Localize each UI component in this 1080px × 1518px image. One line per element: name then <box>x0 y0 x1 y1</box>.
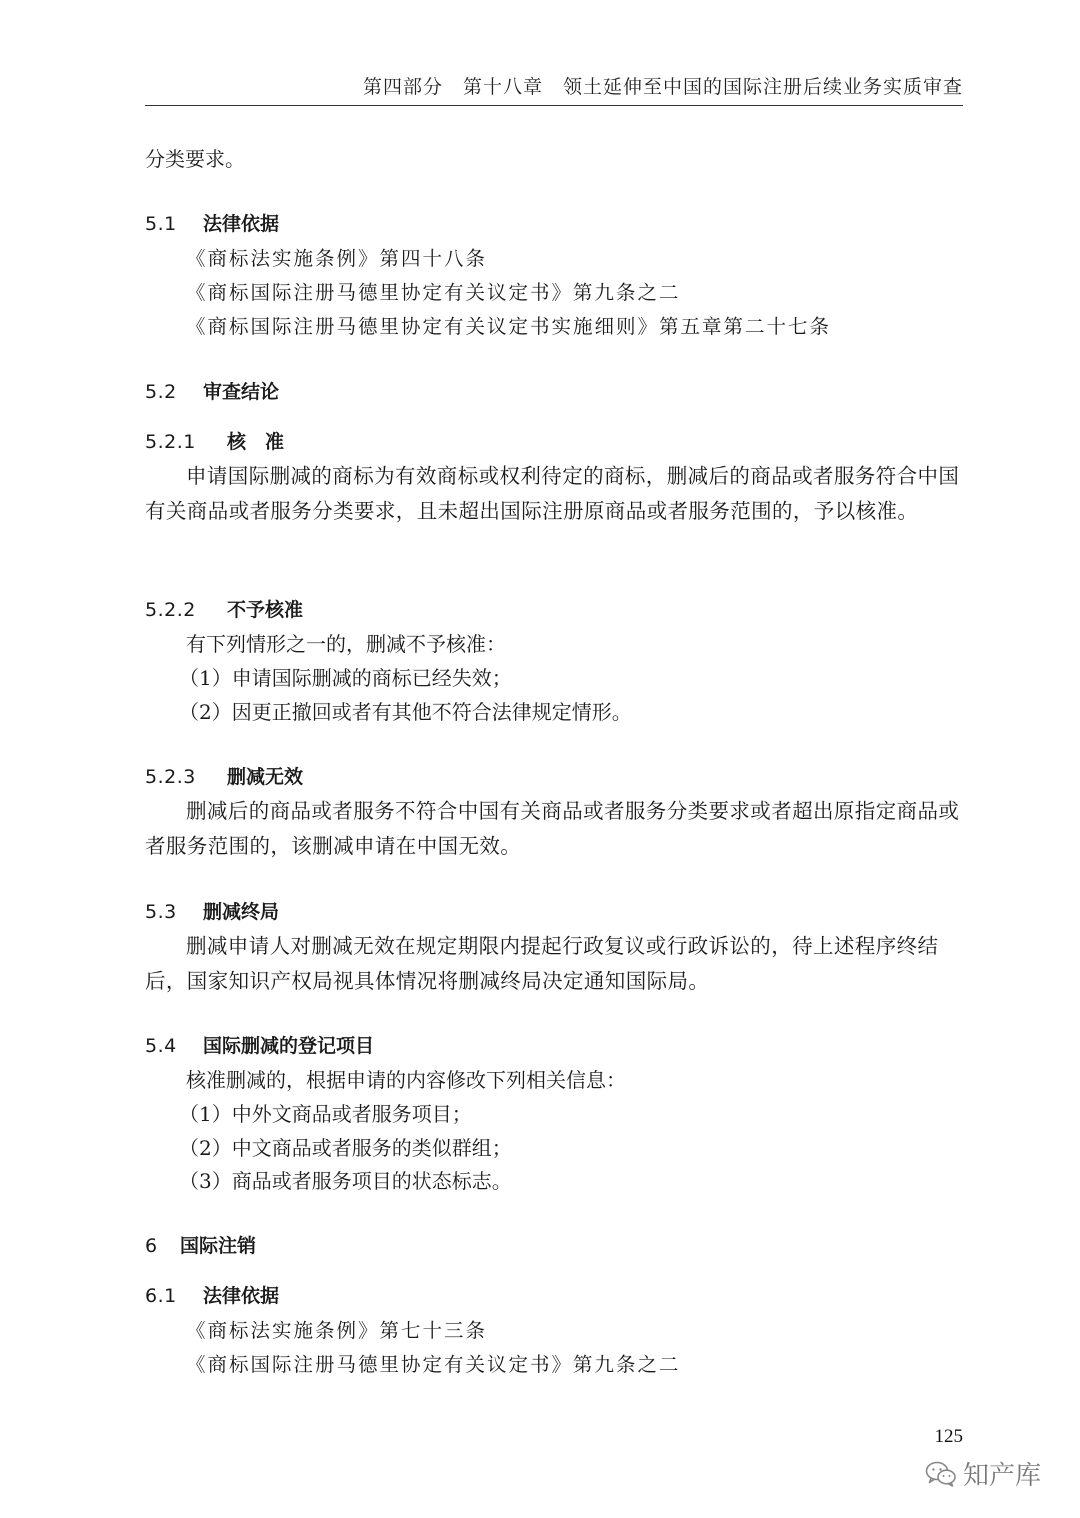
section-number: 5.2 <box>145 381 177 403</box>
list-item: （2）因更正撤回或者有其他不符合法律规定情形。 <box>179 700 632 724</box>
list-item: （1）申请国际删减的商标已经失效； <box>179 666 512 690</box>
list-item: （1）中外文商品或者服务项目； <box>179 1102 472 1126</box>
section-number: 5.3 <box>145 901 177 923</box>
lead-line: 有下列情形之一的，删减不予核准： <box>186 632 506 656</box>
citation-line: 《商标国际注册马德里协定有关议定书实施细则》第五章第二十七条 <box>186 315 832 338</box>
section-number: 6 <box>145 1235 158 1257</box>
section-number: 5.2.1 <box>145 431 196 453</box>
section-5-2-3-heading <box>145 760 963 795</box>
section-5-3-heading <box>145 895 963 930</box>
citation-line: 《商标法实施条例》第四十八条 <box>186 247 488 270</box>
list-item: （3）商品或者服务项目的状态标志。 <box>179 1169 512 1193</box>
paragraph-5-2-1: 申请国际删减的商标为有效商标或权利待定的商标，删减后的商品或者服务符合中国有关商品或者服务分类要求，且未超出国际注册原商品或者服务范围的，予以核准。 <box>145 464 960 523</box>
list-item: （2）中文商品或者服务的类似群组； <box>179 1136 512 1160</box>
section-title: 法律依据 <box>203 1285 280 1307</box>
watermark-text: 知产库 <box>963 1461 1042 1491</box>
section-title: 国际删减的登记项目 <box>203 1035 375 1057</box>
citation-line: 《商标法实施条例》第七十三条 <box>186 1319 488 1342</box>
section-number: 5.1 <box>145 213 177 235</box>
section-6-1-heading <box>145 1279 963 1314</box>
paragraph-5-3: 删减申请人对删减无效在规定期限内提起行政复议或行政诉讼的，待上述程序终结后，国家知识产权局视具体情况将删减终局决定通知国际局。 <box>145 934 939 993</box>
section-number: 5.4 <box>145 1035 177 1057</box>
section-6-heading <box>145 1229 963 1264</box>
section-title: 国际注销 <box>180 1235 257 1257</box>
section-title: 法律依据 <box>203 213 280 235</box>
section-number: 6.1 <box>145 1285 177 1307</box>
section-title: 删减终局 <box>203 901 280 923</box>
citation-line: 《商标国际注册马德里协定有关议定书》第九条之二 <box>186 1353 681 1376</box>
watermark <box>925 1455 1041 1492</box>
intro-line: 分类要求。 <box>145 147 245 171</box>
paragraph-5-2-3: 删减后的商品或者服务不符合中国有关商品或者服务分类要求或者超出原指定商品或者服务范围的，该删减申请在中国无效。 <box>145 799 960 858</box>
section-5-4-heading <box>145 1029 963 1064</box>
section-title: 不予核准 <box>227 599 304 621</box>
section-number: 5.2.2 <box>145 599 196 621</box>
section-5-2-2-heading <box>145 593 963 628</box>
section-5-1-heading <box>145 207 963 242</box>
section-5-2-1-heading <box>145 425 963 460</box>
section-title: 核 准 <box>227 431 285 453</box>
section-number: 5.2.3 <box>145 766 196 788</box>
running-header: 第四部分 第十八章 领土延伸至中国的国际注册后续业务实质审查 <box>362 76 963 98</box>
lead-line: 核准删减的，根据申请的内容修改下列相关信息： <box>186 1068 626 1092</box>
citation-line: 《商标国际注册马德里协定有关议定书》第九条之二 <box>186 281 681 304</box>
page-number: 125 <box>934 1426 963 1447</box>
section-5-2-heading <box>145 375 963 410</box>
wechat-icon <box>925 1460 957 1488</box>
section-title: 审查结论 <box>203 381 280 403</box>
section-title: 删减无效 <box>227 766 304 788</box>
header-rule <box>145 105 963 106</box>
